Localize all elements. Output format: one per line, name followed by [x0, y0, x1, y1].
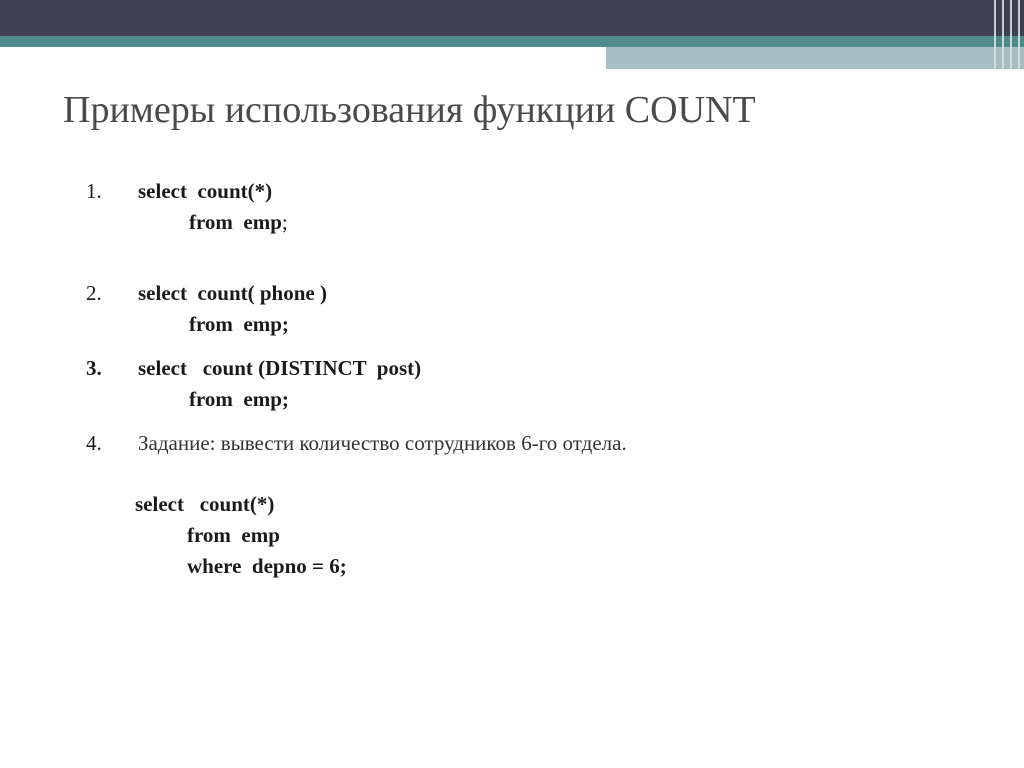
item-number-1: 1. [86, 179, 102, 203]
item-number-3: 3. [86, 356, 102, 380]
header-decorative-lines [990, 0, 1024, 69]
answer-line-2: from emp [187, 523, 280, 547]
item-3-line-1: select count (DISTINCT post) [138, 356, 422, 380]
answer-line-1: select count(*) [135, 492, 275, 516]
item-1-semicolon: ; [281, 210, 288, 234]
header-dark-band [0, 0, 1024, 36]
header-light-band [606, 47, 1024, 69]
item-number-2: 2. [86, 281, 102, 305]
header-white-strip [0, 47, 606, 53]
slide-title: Примеры использования функции COUNT [63, 89, 756, 131]
item-2-line-2: from emp; [189, 312, 289, 336]
item-2-line-1: select count( phone ) [138, 281, 327, 305]
item-4-task-text: Задание: вывести количество сотрудников 6-го отдела. [138, 431, 627, 455]
header-teal-band [0, 36, 1024, 47]
item-3-line-2: from emp; [189, 387, 289, 411]
item-1-line-2: from emp; [189, 210, 288, 234]
answer-line-3: where depno = 6; [187, 554, 347, 578]
item-1-line-1: select count(*) [138, 179, 273, 203]
item-number-4: 4. [86, 431, 102, 455]
